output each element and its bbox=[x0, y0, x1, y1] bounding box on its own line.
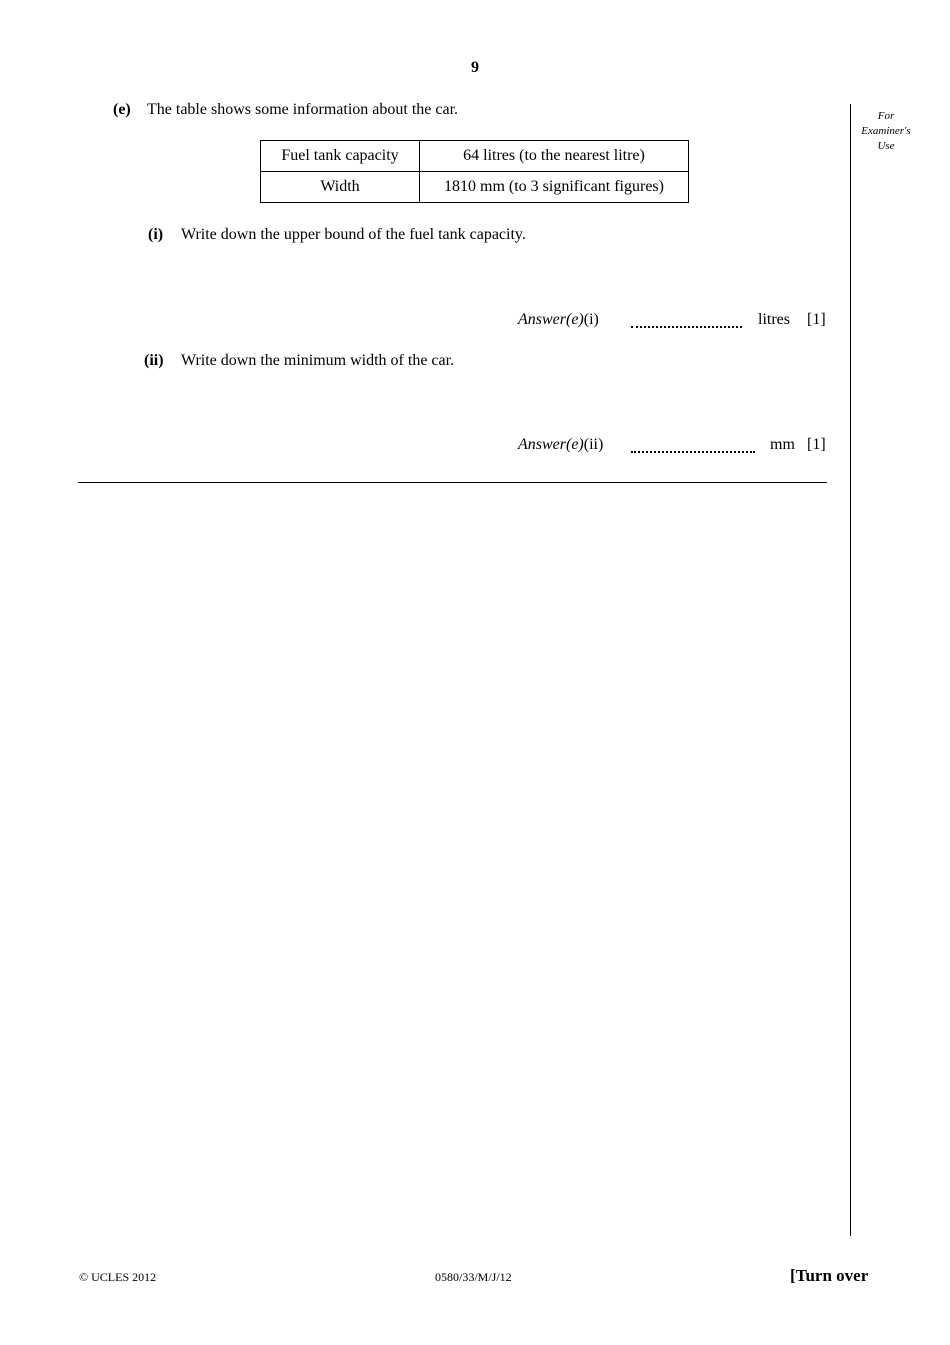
examiner-margin-line bbox=[850, 104, 851, 1236]
unit-ii: mm bbox=[770, 436, 795, 453]
table-row bbox=[261, 141, 689, 172]
examiner-line-1: For bbox=[877, 110, 895, 122]
footer-copyright: © UCLES 2012 bbox=[79, 1270, 157, 1284]
examiner-line-2: Examiner's bbox=[861, 125, 911, 137]
question-text-ii: Write down the minimum width of the car. bbox=[181, 352, 455, 369]
answer-label-ii bbox=[518, 436, 603, 454]
marks-i: [1] bbox=[807, 311, 826, 328]
answer-prefix: Answer(e) bbox=[518, 311, 584, 328]
question-text-e: The table shows some information about the car. bbox=[147, 101, 459, 118]
question-label-ii: (ii) bbox=[144, 352, 164, 369]
answer-line-ii[interactable] bbox=[631, 451, 755, 453]
answer-suffix: (ii) bbox=[583, 436, 604, 453]
car-info-table bbox=[260, 140, 689, 203]
answer-suffix: (i) bbox=[583, 311, 599, 328]
table-cell: Width bbox=[261, 172, 420, 203]
unit-i: litres bbox=[758, 311, 790, 328]
question-label-e: (e) bbox=[113, 101, 131, 118]
table-cell: 1810 mm (to 3 significant figures) bbox=[420, 172, 689, 203]
section-divider bbox=[78, 482, 827, 483]
table-cell: 64 litres (to the nearest litre) bbox=[420, 141, 689, 172]
table-cell: Fuel tank capacity bbox=[261, 141, 420, 172]
examiner-line-3: Use bbox=[877, 140, 895, 152]
page-number: 9 bbox=[471, 59, 479, 76]
table-row bbox=[261, 172, 689, 203]
footer-turn-over: [Turn over bbox=[790, 1266, 869, 1285]
marks-ii: [1] bbox=[807, 436, 826, 453]
question-label-i: (i) bbox=[148, 226, 164, 243]
answer-label-i bbox=[518, 311, 599, 329]
question-text-i: Write down the upper bound of the fuel tank capacity. bbox=[181, 226, 526, 243]
examiner-use-label bbox=[852, 109, 920, 154]
answer-prefix: Answer(e) bbox=[518, 436, 584, 453]
footer-paper-code: 0580/33/M/J/12 bbox=[435, 1270, 512, 1284]
answer-line-i[interactable] bbox=[631, 326, 742, 328]
